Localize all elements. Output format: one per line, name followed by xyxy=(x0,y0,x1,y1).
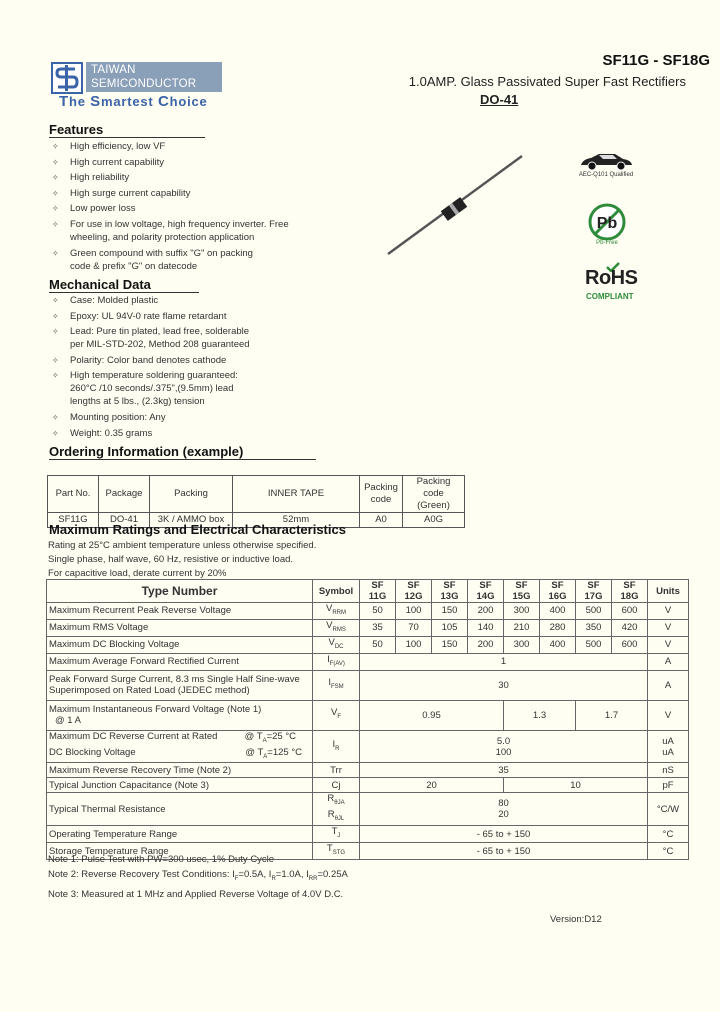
symbol-cell xyxy=(313,670,360,700)
symbol-sub: F(AV) xyxy=(329,660,345,667)
value-cell: 200 xyxy=(468,603,504,620)
param-label: Maximum Recurrent Peak Reverse Voltage xyxy=(47,603,313,620)
list-item: ✧ High current capability xyxy=(50,156,320,169)
note-2-sub: RR xyxy=(308,875,318,882)
condition-sub: A xyxy=(262,737,267,744)
symbol-sub: F xyxy=(337,714,341,721)
list-item: ✧ High efficiency, low VF xyxy=(50,140,320,153)
symbol-line xyxy=(315,809,357,825)
unit-cell: °C/W xyxy=(648,793,689,826)
value-cell: 600 xyxy=(612,603,648,620)
ratings-table xyxy=(46,579,689,860)
symbol-cell xyxy=(313,653,360,670)
tagline-cap-s: S xyxy=(90,93,101,110)
value-cell: 140 xyxy=(468,619,504,636)
param-label: Maximum DC Blocking Voltage xyxy=(47,636,313,653)
value-cell: 35 xyxy=(360,763,648,778)
version-label: Version:D12 xyxy=(550,914,602,925)
table-cell: SF11G xyxy=(48,513,99,528)
list-item: ✧ Polarity: Color band denotes cathode xyxy=(50,354,290,367)
value-cell: 105 xyxy=(432,619,468,636)
table-cell: DO-41 xyxy=(99,513,150,528)
condition-sub: A xyxy=(263,753,268,760)
list-item: ✧ Epoxy: UL 94V-0 rate flame retardant xyxy=(50,310,290,323)
symbol-cell xyxy=(313,619,360,636)
param-label: Typical Thermal Resistance xyxy=(47,793,313,826)
symbol-main: V xyxy=(326,619,333,631)
symbol-cell: Cj xyxy=(313,778,360,793)
table-cell: 3K / AMMO box xyxy=(150,513,233,528)
table-row xyxy=(47,603,689,620)
table-row xyxy=(47,580,689,603)
unit-line: uA xyxy=(662,735,674,747)
company-logo-icon xyxy=(51,62,83,94)
value-cell xyxy=(360,793,648,826)
value-cell: 210 xyxy=(504,619,540,636)
symbol-sub: STG xyxy=(332,850,346,857)
part-header xyxy=(612,580,648,603)
pb-symbol-text: Pb xyxy=(596,215,618,232)
intro-line: For capacitive load, derate current by 20% xyxy=(48,568,227,579)
table-header: INNER TAPE xyxy=(233,476,360,513)
part-prefix: SF xyxy=(479,580,492,591)
param-label: Maximum RMS Voltage xyxy=(47,619,313,636)
list-item: ✧ For use in low voltage, high frequency inverter. Free wheeling, and polarity protection application xyxy=(50,218,290,244)
value-cell: 1.3 xyxy=(504,700,576,730)
part-header xyxy=(396,580,432,603)
list-item: ✧ High temperature soldering guaranteed: 260°C /10 seconds/.375",(9.5mm) lead lengths at 5 lbs., (2.3kg) tension xyxy=(50,369,265,408)
value-cell: 300 xyxy=(504,636,540,653)
ratings-intro xyxy=(48,539,316,581)
value-cell: 150 xyxy=(432,603,468,620)
tagline-word-3: hoice xyxy=(169,94,208,109)
ordering-title: Ordering Information (example) xyxy=(49,444,244,459)
symbol-cell: Trr xyxy=(313,763,360,778)
unit-line: uA xyxy=(662,746,674,758)
value-cell: 600 xyxy=(612,636,648,653)
note-2-sub: F xyxy=(234,875,239,882)
unit-cell xyxy=(648,730,689,763)
part-prefix: SF xyxy=(587,580,600,591)
table-header: Packing code (Green) xyxy=(403,476,465,513)
symbol-main: R xyxy=(327,809,335,821)
param-label xyxy=(47,730,313,763)
symbol-line xyxy=(315,793,357,809)
table-row xyxy=(47,730,689,763)
part-header xyxy=(432,580,468,603)
unit-cell: V xyxy=(648,619,689,636)
part-suffix: 14G xyxy=(476,591,495,602)
param-label-line2 xyxy=(49,747,310,763)
part-suffix: 15G xyxy=(512,591,531,602)
tagline-cap-t: T xyxy=(59,93,69,110)
part-prefix: SF xyxy=(623,580,636,591)
param-label xyxy=(47,700,313,730)
value-cell: 20 xyxy=(360,778,504,793)
note-2 xyxy=(48,867,348,887)
part-prefix: SF xyxy=(551,580,564,591)
part-number-range: SF11G - SF18G xyxy=(602,52,710,69)
symbol-sub: DC xyxy=(334,643,344,650)
table-row xyxy=(47,763,689,778)
table-cell: 52mm xyxy=(233,513,360,528)
list-item: ✧ Lead: Pure tin plated, lead free, solderable per MIL-STD-202, Method 208 guaranteed xyxy=(50,325,265,351)
ratings-heading xyxy=(49,522,346,537)
value-cell: 10 xyxy=(504,778,648,793)
part-suffix: 11G xyxy=(368,591,387,602)
list-item: ✧ Case: Molded plastic xyxy=(50,294,290,307)
company-name-line2: SEMICONDUCTOR xyxy=(91,78,197,90)
tagline-cap-c: C xyxy=(157,93,170,110)
note-2-sub: R xyxy=(271,875,276,882)
value-cell: 280 xyxy=(540,619,576,636)
condition-text: @ T xyxy=(244,730,263,742)
symbol-main: V xyxy=(330,707,338,719)
mechanical-list xyxy=(50,294,290,442)
param-label xyxy=(47,670,313,700)
features-heading xyxy=(49,122,205,138)
value-cell: 350 xyxy=(576,619,612,636)
ratings-title: Maximum Ratings and Electrical Characteristics xyxy=(49,522,346,537)
list-item: ✧ High reliability xyxy=(50,171,320,184)
ordering-table xyxy=(47,475,465,528)
symbol-sub: θJL xyxy=(334,816,345,823)
company-name-box xyxy=(86,62,222,92)
note-2-text: =0.5A, I xyxy=(238,869,272,880)
table-header: Package xyxy=(99,476,150,513)
table-row xyxy=(47,636,689,653)
value-line: 20 xyxy=(498,809,509,821)
part-prefix: SF xyxy=(515,580,528,591)
value-cell: 400 xyxy=(540,636,576,653)
part-header xyxy=(504,580,540,603)
symbol-main: I xyxy=(332,738,336,750)
symbol-sub: RRM xyxy=(332,609,346,616)
table-row xyxy=(47,778,689,793)
param-condition xyxy=(245,731,296,747)
note-1: Note 1: Pulse Test with PW=300 usec, 1% Duty Cycle xyxy=(48,854,275,865)
list-item: ✧ Low power loss xyxy=(50,202,320,215)
part-header xyxy=(576,580,612,603)
symbol-header: Symbol xyxy=(313,580,360,603)
condition-text: @ T xyxy=(245,746,264,758)
symbol-cell xyxy=(313,700,360,730)
value-cell: 100 xyxy=(396,636,432,653)
tagline xyxy=(59,93,208,110)
part-suffix: 16G xyxy=(548,591,567,602)
unit-cell: °C xyxy=(648,826,689,843)
aec-car-icon xyxy=(577,150,635,172)
param-label-line2: Superimposed on Rated Load (JEDEC method) xyxy=(49,685,250,697)
value-cell: 1 xyxy=(360,653,648,670)
part-header xyxy=(468,580,504,603)
part-header xyxy=(360,580,396,603)
param-label: Storage Temperature Range xyxy=(47,843,313,860)
value-line: 100 xyxy=(495,746,512,758)
table-row xyxy=(47,700,689,730)
param-label-line1 xyxy=(49,731,310,747)
unit-cell: V xyxy=(648,603,689,620)
notes xyxy=(48,852,348,902)
value-cell: 420 xyxy=(612,619,648,636)
value-cell: 500 xyxy=(576,636,612,653)
table-row xyxy=(47,826,689,843)
part-prefix: SF xyxy=(443,580,456,591)
note-2-text: Note 2: Reverse Recovery Test Conditions: I xyxy=(48,869,235,880)
value-cell: 30 xyxy=(360,670,648,700)
symbol-sub: RMS xyxy=(332,626,346,633)
note-2-text: =1.0A, I xyxy=(275,869,309,880)
note-2-text: =0.25A xyxy=(317,869,348,880)
mechanical-heading xyxy=(49,277,199,293)
list-item: ✧ Weight: 0.35 grams xyxy=(50,427,290,440)
part-prefix: SF xyxy=(407,580,420,591)
unit-cell: pF xyxy=(648,778,689,793)
table-cell: A0G xyxy=(403,513,465,528)
value-line: 80 xyxy=(498,798,509,810)
intro-line: Single phase, half wave, 60 Hz, resistive or inductive load. xyxy=(48,554,294,565)
param-label-line1: Peak Forward Surge Current, 8.3 ms Single Half Sine-wave xyxy=(49,674,300,686)
symbol-main: R xyxy=(327,793,335,805)
table-cell: A0 xyxy=(360,513,403,528)
symbol-cell xyxy=(313,603,360,620)
table-header: Packing code xyxy=(360,476,403,513)
param-label: Maximum Reverse Recovery Time (Note 2) xyxy=(47,763,313,778)
symbol-main: V xyxy=(325,603,333,614)
value-cell: - 65 to + 150 xyxy=(360,826,648,843)
package-name: DO-41 xyxy=(480,92,519,107)
table-row xyxy=(48,476,465,513)
param-label-line1: Maximum Instantaneous Forward Voltage (Note 1) xyxy=(49,704,262,716)
param-label: Typical Junction Capacitance (Note 3) xyxy=(47,778,313,793)
pb-free-icon xyxy=(586,203,628,241)
symbol-cell xyxy=(313,730,360,763)
unit-cell: V xyxy=(648,700,689,730)
part-suffix: 13G xyxy=(440,591,459,602)
symbol-cell xyxy=(313,636,360,653)
table-row xyxy=(47,670,689,700)
table-row xyxy=(47,619,689,636)
value-cell: 70 xyxy=(396,619,432,636)
param-label-text: DC Blocking Voltage xyxy=(49,746,136,758)
ordering-heading xyxy=(49,444,316,460)
param-label: Maximum Average Forward Rectified Current xyxy=(47,653,313,670)
value-cell: 50 xyxy=(360,603,396,620)
symbol-cell xyxy=(313,826,360,843)
param-label: Operating Temperature Range xyxy=(47,826,313,843)
type-number-header: Type Number xyxy=(47,580,313,603)
value-line: 5.0 xyxy=(496,735,511,747)
units-header: Units xyxy=(648,580,689,603)
symbol-main: T xyxy=(331,826,338,838)
symbol-main: V xyxy=(328,636,335,648)
unit-cell: V xyxy=(648,636,689,653)
param-label-line2: @ 1 A xyxy=(55,715,82,727)
value-cell: - 65 to + 150 xyxy=(360,843,648,860)
symbol-cell xyxy=(313,793,360,826)
mechanical-title: Mechanical Data xyxy=(49,277,151,292)
condition-end: =25 °C xyxy=(266,730,296,742)
value-cell: 300 xyxy=(504,603,540,620)
symbol-main: I xyxy=(328,677,331,689)
features-title: Features xyxy=(49,122,104,137)
features-list xyxy=(50,140,320,275)
list-item: ✧ High surge current capability xyxy=(50,187,320,200)
list-item: ✧ Mounting position: Any xyxy=(50,411,290,424)
company-name-line1: TAIWAN xyxy=(91,64,136,76)
document-subtitle: 1.0AMP. Glass Passivated Super Fast Rectifiers xyxy=(408,74,686,89)
tagline-word-1: he xyxy=(68,94,91,109)
symbol-sub: θJA xyxy=(334,800,345,807)
part-suffix: 12G xyxy=(404,591,423,602)
rohs-label: COMPLIANT xyxy=(586,292,634,301)
value-cell: 100 xyxy=(396,603,432,620)
value-cell: 200 xyxy=(468,636,504,653)
symbol-sub: J xyxy=(337,833,341,840)
value-cell: 1.7 xyxy=(576,700,648,730)
value-cell: 0.95 xyxy=(360,700,504,730)
value-cell: 500 xyxy=(576,603,612,620)
intro-line: Rating at 25°C ambient temperature unless otherwise specified. xyxy=(48,540,317,551)
aec-label: AEC-Q101 Qualified xyxy=(578,172,634,178)
pb-free-label: Pb-Free xyxy=(596,240,618,246)
part-suffix: 17G xyxy=(584,591,603,602)
unit-cell: A xyxy=(648,670,689,700)
value-cell: 35 xyxy=(360,619,396,636)
table-row xyxy=(47,793,689,826)
param-label-text: Maximum DC Reverse Current at Rated xyxy=(49,730,218,742)
do41-diode-image xyxy=(380,150,530,260)
tagline-word-2: martest xyxy=(100,94,158,109)
note-3: Note 3: Measured at 1 MHz and Applied Reverse Voltage of 4.0V D.C. xyxy=(48,888,344,900)
value-cell: 50 xyxy=(360,636,396,653)
part-prefix: SF xyxy=(371,580,384,591)
symbol-sub: FSM xyxy=(330,684,344,691)
symbol-sub: R xyxy=(335,745,340,752)
table-header: Part No. xyxy=(48,476,99,513)
table-header: Packing xyxy=(150,476,233,513)
symbol-main: I xyxy=(327,653,330,665)
unit-cell: °C xyxy=(648,843,689,860)
param-condition xyxy=(245,747,302,763)
unit-cell: A xyxy=(648,653,689,670)
table-row xyxy=(47,653,689,670)
symbol-main: T xyxy=(326,843,333,855)
unit-cell: nS xyxy=(648,763,689,778)
value-cell: 400 xyxy=(540,603,576,620)
condition-end: =125 °C xyxy=(267,746,302,758)
part-header xyxy=(540,580,576,603)
rohs-logo-text: RoHS xyxy=(585,267,638,289)
value-cell: 150 xyxy=(432,636,468,653)
part-suffix: 18G xyxy=(620,591,639,602)
list-item: ✧ Green compound with suffix "G" on packing code & prefix "G" on datecode xyxy=(50,247,270,273)
value-cell xyxy=(360,730,648,763)
